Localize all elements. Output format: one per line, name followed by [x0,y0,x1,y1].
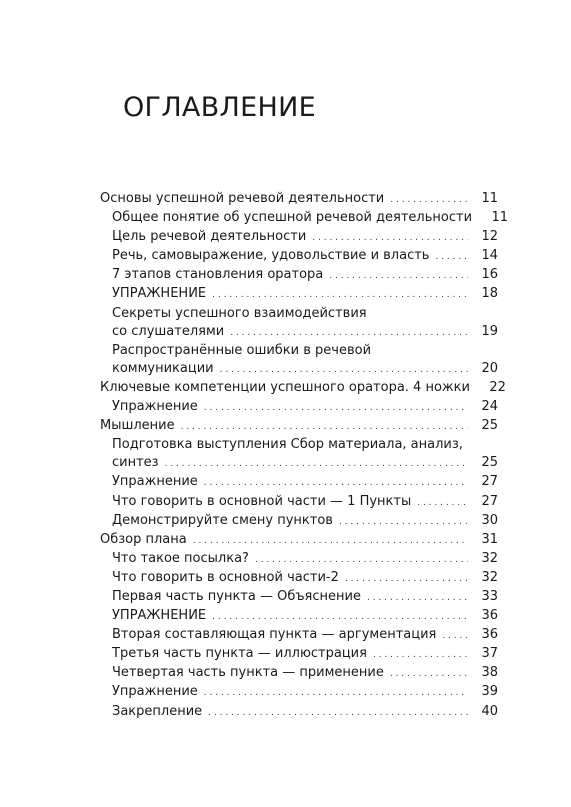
toc-page-number: 25 [481,455,498,471]
dot-leader [345,569,468,588]
toc-entry[interactable] [100,247,498,266]
toc-page-number: 22 [489,379,506,395]
table-of-contents [100,190,509,722]
toc-entry[interactable] [100,607,498,626]
toc-page-number: 25 [481,418,498,434]
toc-page-number: 20 [481,360,498,376]
toc-page-number: 37 [481,646,498,662]
toc-page-number: 32 [481,569,498,585]
dot-leader [373,645,468,664]
toc-entry[interactable] [100,664,498,683]
toc-entry[interactable] [100,436,498,473]
toc-entry-title: коммуникации [112,360,214,376]
toc-entry[interactable] [100,550,498,569]
toc-entry-title: 7 этапов становления оратора [112,267,324,283]
toc-page-number: 40 [481,703,498,719]
toc-entry[interactable] [100,190,498,209]
toc-entry[interactable] [100,228,498,247]
toc-page-number: 30 [481,512,498,528]
toc-entry-title-line: Секреты успешного взаимодействия [112,305,367,321]
toc-entry-title: Третья часть пункта — иллюстрация [112,646,367,662]
toc-entry-title: Что говорить в основной части — 1 Пункты [112,493,412,509]
toc-page-number: 32 [481,550,498,566]
toc-entry-title: Речь, самовыражение, удовольствие и власть [112,248,430,264]
dot-leader [208,703,468,722]
toc-entry[interactable] [100,588,498,607]
toc-entry[interactable] [100,493,498,512]
toc-entry[interactable] [100,512,498,531]
toc-entry[interactable] [100,398,498,417]
toc-page-number: 36 [481,608,498,624]
dot-leader [204,683,468,702]
dot-leader [312,228,468,247]
dot-leader [212,607,468,626]
toc-entry-title-line: Распространённые ошибки в речевой [112,342,372,358]
toc-entry[interactable] [100,569,498,588]
toc-entry-title: Обзор плана [100,531,187,547]
toc-entry-title: Общее понятие об успешной речевой деятельности [112,210,473,226]
dot-leader [390,664,468,683]
dot-leader [181,417,468,436]
toc-page-number: 33 [481,588,498,604]
dot-leader [417,493,468,512]
toc-entry-title: Что такое посылка? [112,550,249,566]
toc-page-number: 31 [481,531,498,547]
toc-entry[interactable] [100,379,506,398]
dot-leader [339,512,468,531]
toc-entry-title: Упражнение [112,474,198,490]
toc-entry-title: со слушателями [112,323,225,339]
dot-leader [442,626,468,645]
toc-entry-title: Упражнение [112,399,198,415]
toc-page-number: 16 [481,267,498,283]
toc-page-number: 27 [481,474,498,490]
dot-leader [212,285,468,304]
toc-page-number: 36 [481,627,498,643]
toc-page-number: 39 [481,684,498,700]
toc-entry[interactable] [100,683,498,702]
toc-entry-title: Мышление [100,418,175,434]
toc-entry-title: Упражнение [112,684,198,700]
toc-entry[interactable] [100,417,498,436]
toc-entry[interactable] [100,305,498,342]
toc-entry-title: Основы успешной речевой деятельности [100,191,385,206]
dot-leader [204,473,468,492]
toc-entry-title: синтез [112,455,159,471]
toc-entry-title: Демонстрируйте смену пунктов [112,512,333,528]
toc-entry-title: Ключевые компетенции успешного оратора. 4 ножки [100,379,470,395]
toc-entry-title: Первая часть пункта — Объяснение [112,588,361,604]
toc-entry[interactable] [100,285,498,304]
toc-entry[interactable] [100,626,498,645]
toc-entry[interactable] [100,645,498,664]
dot-leader [367,588,468,607]
toc-entry[interactable] [100,342,498,379]
dot-leader [255,550,468,569]
toc-page-number: 14 [481,248,498,264]
toc-entry-title: Вторая составляющая пункта — аргументация [112,627,437,643]
toc-entry-title: Четвертая часть пункта — применение [112,665,384,681]
dot-leader [220,360,468,379]
toc-page-number: 18 [481,286,498,302]
toc-entry-title: Что говорить в основной части-2 [112,569,339,585]
toc-entry-title: Закрепление [112,703,203,719]
toc-entry-title: УПРАЖНЕНИЕ [112,608,207,624]
toc-entry[interactable] [100,703,498,722]
dot-leader [435,247,468,266]
toc-entry[interactable] [100,266,498,285]
toc-entry-title: Цель речевой деятельности [112,229,307,245]
toc-entry[interactable] [100,209,509,228]
dot-leader [230,323,468,342]
toc-page-number: 11 [481,191,498,206]
toc-entry[interactable] [100,531,498,550]
dot-leader [390,190,468,209]
toc-page-number: 27 [481,493,498,509]
toc-page-number: 38 [481,665,498,681]
toc-entry-title: УПРАЖНЕНИЕ [112,286,207,302]
dot-leader [329,266,468,285]
toc-page-number: 11 [491,210,509,226]
dot-leader [204,398,468,417]
page-title: ОГЛАВЛЕНИЕ [123,92,316,124]
dot-leader [193,531,468,550]
toc-page-number: 12 [481,229,498,245]
toc-entry[interactable] [100,473,498,492]
toc-page-number: 19 [481,323,498,339]
toc-entry-title-line: Подготовка выступления Сбор материала, анализ, [112,437,463,453]
dot-leader [165,454,468,473]
toc-page-number: 24 [481,399,498,415]
